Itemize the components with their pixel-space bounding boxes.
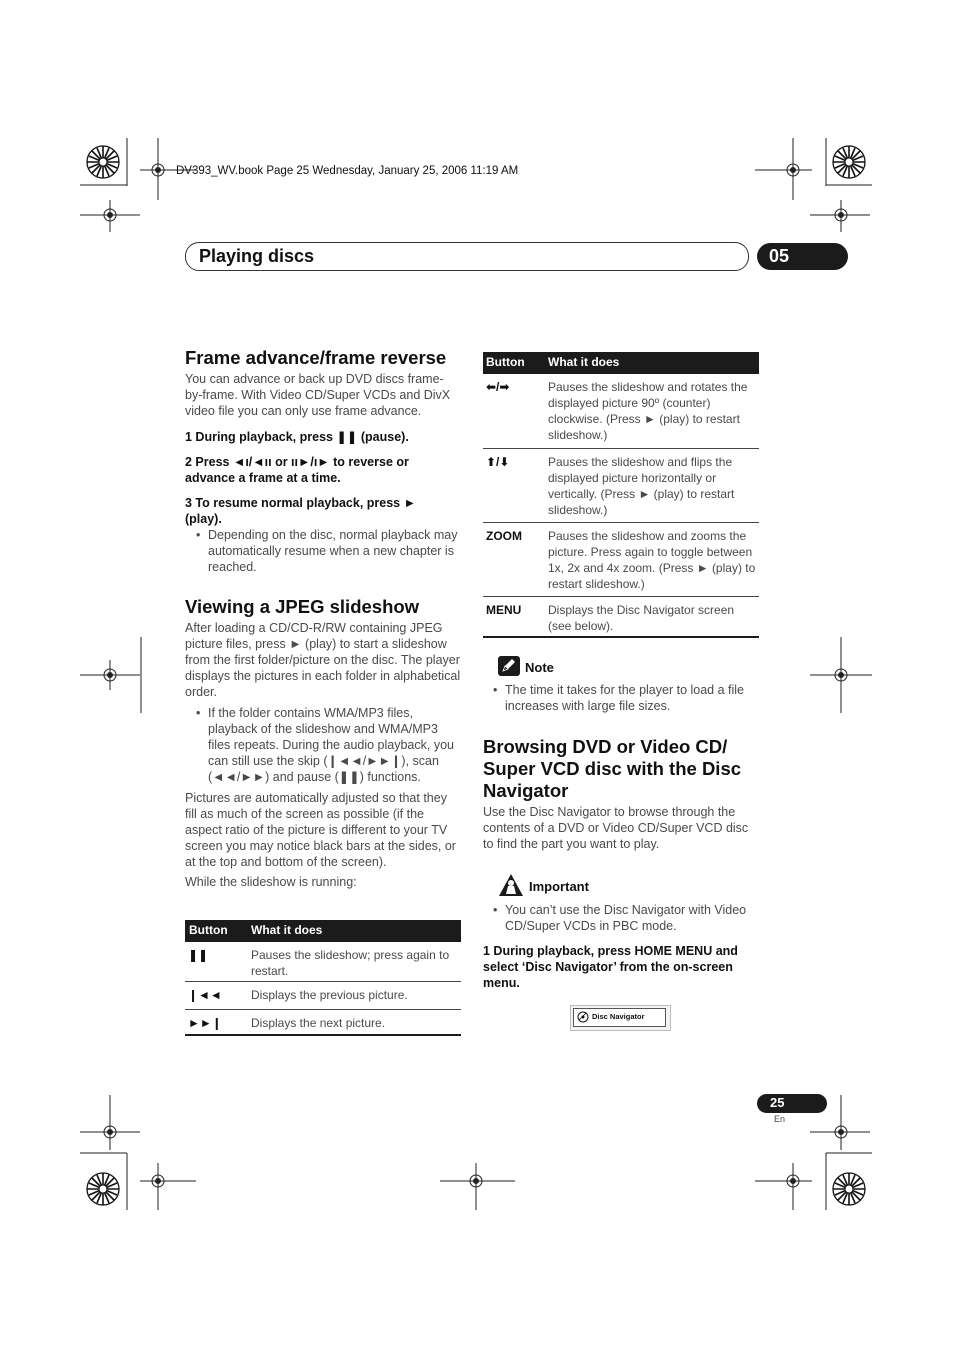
- pause-button-symbol: ❚❚: [188, 948, 209, 962]
- important-bullet: • You can’t use the Disc Navigator with Video CD/Super VCDs in PBC mode.: [505, 902, 759, 934]
- disc-icon: [577, 1011, 589, 1023]
- jpeg-para-running: While the slideshow is running:: [185, 875, 357, 889]
- note-label: Note: [525, 660, 554, 675]
- language-code: En: [774, 1114, 786, 1124]
- page-number-badge: [757, 1094, 827, 1113]
- jpeg-slideshow-heading: Viewing a JPEG slideshow: [185, 596, 420, 617]
- jpeg-para-aspect: Pictures are automatically adjusted so that they fill as much of the screen as possible (if the aspect ratio of the picture is different to your TV screen you may notice black bars at the sides, or at the top and bottom of the screen).: [185, 791, 456, 869]
- next-button-symbol: ►►❙: [188, 1016, 222, 1030]
- slideshow-button-table-continued: [483, 352, 759, 640]
- disc-navigator-label: Disc Navigator: [592, 1012, 645, 1021]
- previous-button-symbol: ❙◄◄: [188, 988, 222, 1002]
- row-description: Pauses the slideshow and flips the displayed picture horizontally or vertically. (Press ► (play) to restart slideshow.): [548, 455, 735, 517]
- disc-navigator-step-1: 1 During playback, press HOME MENU and select ‘Disc Navigator’ from the on-screen menu.: [483, 944, 738, 990]
- row-description: Pauses the slideshow and rotates the displayed picture 90º (counter) clockwise. (Press ► (play) to restart slideshow.): [548, 380, 748, 442]
- table-header: [483, 352, 759, 374]
- book-info-line: DV393_WV.book Page 25 Wednesday, January 25, 2006 11:19 AM: [176, 165, 519, 177]
- on-screen-menu-illustration: [570, 1005, 671, 1031]
- browsing-intro: Use the Disc Navigator to browse through the contents of a DVD or Video CD/Super VCD disc to find the part you want to play.: [483, 805, 749, 851]
- browsing-heading: Browsing DVD or Video CD/ Super VCD disc with the Disc Navigator: [483, 736, 742, 801]
- note-pencil-icon: [498, 656, 520, 676]
- disc-navigator-menu-item: [573, 1008, 666, 1027]
- table-row: [185, 1010, 461, 1035]
- table-bottom-rule: [483, 636, 759, 638]
- row-description: Pauses the slideshow and zooms the picture. Press again to toggle between 1x, 2x and 4x zoom. (Press ► (play) to restart slideshow.): [548, 529, 756, 591]
- left-right-arrow-symbol: ⬅/➡: [486, 380, 510, 394]
- chapter-header-bar: [185, 242, 749, 271]
- important-warning-icon: [498, 873, 524, 897]
- frame-advance-step-1: 1 During playback, press ❚❚ (pause).: [185, 430, 409, 444]
- table-row: [185, 942, 461, 982]
- row-description: Displays the previous picture.: [251, 988, 408, 1002]
- jpeg-intro: After loading a CD/CD-R/RW containing JPEG picture files, press ► (play) to start a slideshow from the first folder/picture on the disc. The player displays the pictures in each folder in alphabetical order.: [185, 621, 461, 699]
- table-row: [483, 449, 759, 523]
- table-header: [185, 920, 461, 942]
- col-button-header: Button: [486, 355, 525, 369]
- slideshow-button-table: [185, 920, 461, 1038]
- table-bottom-rule: [185, 1034, 461, 1036]
- row-description: Displays the next picture.: [251, 1016, 386, 1030]
- chapter-number-badge: [757, 243, 848, 270]
- row-description: Pauses the slideshow; press again to restart.: [251, 948, 450, 978]
- table-row: [185, 982, 461, 1010]
- page-number: 25: [770, 1095, 785, 1110]
- frame-advance-step-2: 2 Press ◄ı/◄ıı or ıı►/ı► to reverse or advance a frame at a time.: [185, 455, 409, 485]
- col-what-header: What it does: [548, 355, 620, 369]
- chapter-title: Playing discs: [199, 246, 315, 266]
- up-down-arrow-symbol: ⬆/⬇: [486, 455, 510, 469]
- table-row: [483, 597, 759, 635]
- jpeg-bullet: • If the folder contains WMA/MP3 files, playback of the slideshow and WMA/MP3 files repeats. During the audio playback, you can still use the skip (❙◄◄/►►❙), scan (◄◄/►►) and pause (❚❚) functions.: [208, 705, 460, 785]
- chapter-number: 05: [769, 246, 790, 266]
- menu-button-label: MENU: [486, 603, 522, 617]
- frame-advance-heading: Frame advance/frame reverse: [185, 347, 447, 368]
- col-button-header: Button: [189, 923, 228, 937]
- table-row: [483, 374, 759, 449]
- frame-advance-bullet: • Depending on the disc, normal playback may automatically resume when a new chapter is reached.: [208, 527, 458, 575]
- important-label: Important: [529, 879, 589, 894]
- frame-advance-intro: You can advance or back up DVD discs frame-by-frame. With Video CD/Super VCDs and DivX video file you can only use frame advance.: [185, 372, 451, 418]
- zoom-button-label: ZOOM: [486, 529, 522, 543]
- frame-advance-step-3: 3 To resume normal playback, press ► (play).: [185, 496, 416, 526]
- row-description: Displays the Disc Navigator screen (see below).: [548, 603, 735, 633]
- note-bullet: • The time it takes for the player to load a file increases with large file sizes.: [505, 682, 759, 714]
- table-row: [483, 523, 759, 597]
- col-what-header: What it does: [251, 923, 323, 937]
